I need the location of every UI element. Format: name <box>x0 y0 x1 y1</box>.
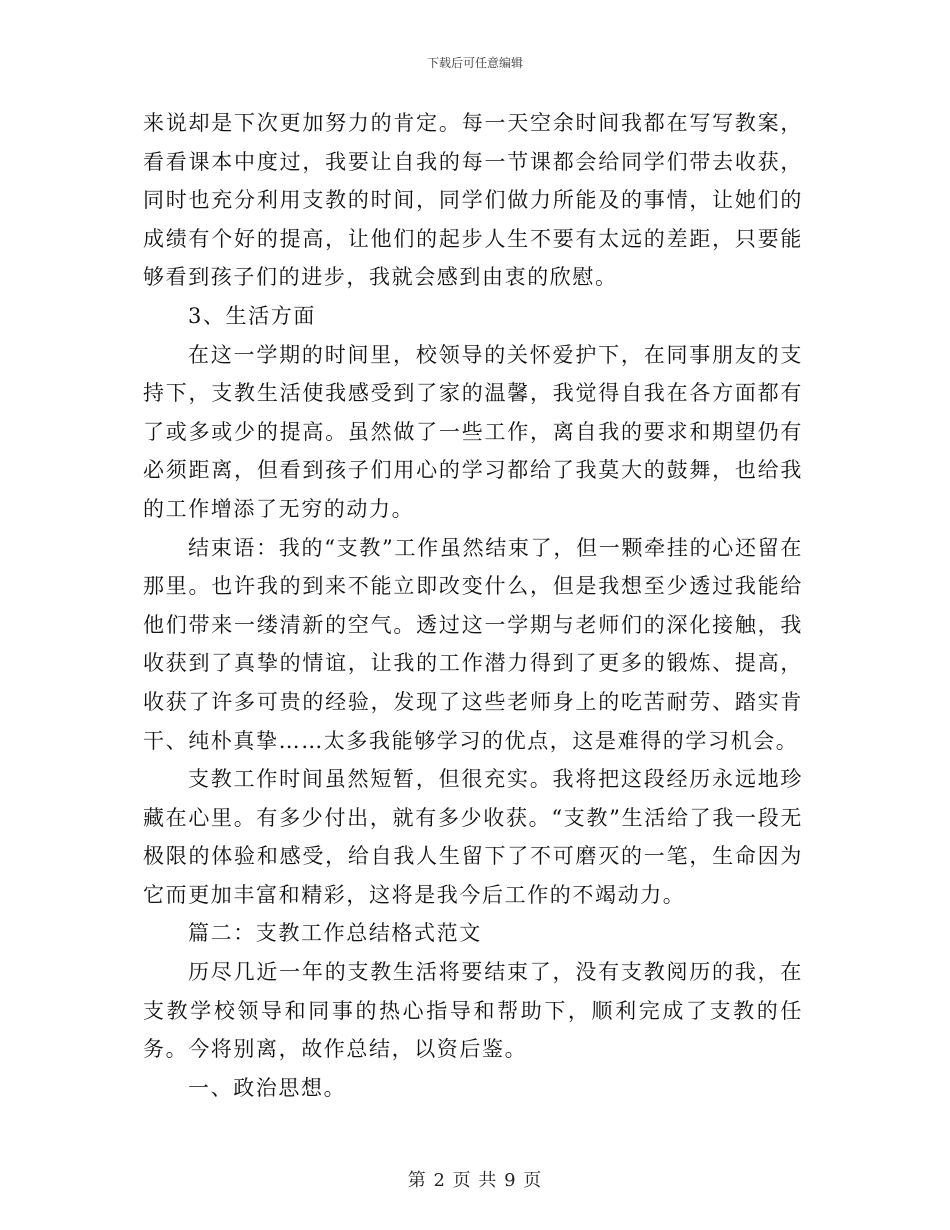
page-number: 第 2 页 共 9 页 <box>407 1170 543 1191</box>
paragraph-part-two-intro: 历尽几近一年的支教生活将要结束了，没有支教阅历的我，在支教学校领导和同事的热心指导和帮助下，顺利完成了支教的任务。今将别离，故作总结，以资后鉴。 <box>143 960 803 1062</box>
paragraph-continuation: 来说却是下次更加努力的肯定。每一天空余时间我都在写写教案，看看课本中度过，我要让自我的每一节课都会给同学们带去收获，同时也充分利用支教的时间，同学们做力所能及的事情，让她们的成绩有个好的提高，让他们的起步人生不要有太远的差距，只要能够看到孩子们的进步，我就会感到由衷的欣慰。 <box>143 111 803 290</box>
paragraph-conclusion: 结束语：我的“支教”工作虽然结束了，但一颗牵挂的心还留在那里。也许我的到来不能立即改变什么，但是我想至少透过我能给他们带来一缕清新的空气。透过这一学期与老师们的深化接触，我收获到了真挚的情谊，让我的工作潜力得到了更多的锻炼、提高，收获了许多可贵的经验，发现了这些老师身上的吃苦耐劳、踏实肯干、纯朴真挚……太多我能够学习的优点，这是难得的学习机会。 <box>143 535 803 753</box>
part-two-title: 篇二：支教工作总结格式范文 <box>188 921 482 946</box>
page-header: 下载后可任意编辑 <box>426 56 523 70</box>
paragraph-reflection: 支教工作时间虽然短暂，但很充实。我将把这段经历永远地珍藏在心里。有多少付出，就有多少收获。“支教”生活给了我一段无极限的体验和感受，给自我人生留下了不可磨灭的一笔，生命因为它而更加丰富和精彩，这将是我今后工作的不竭动力。 <box>143 767 803 907</box>
section-heading-politics: 一、政治思想。 <box>188 1075 347 1100</box>
section-heading-life: 3、生活方面 <box>188 303 316 328</box>
document-body <box>143 104 803 1107</box>
paragraph-life: 在这一学期的时间里，校领导的关怀爱护下，在同事朋友的支持下，支教生活使我感受到了家的温馨，我觉得自我在各方面都有了或多或少的提高。虽然做了一些工作，离自我的要求和期望仍有必须距离，但看到孩子们用心的学习都给了我莫大的鼓舞，也给我的工作增添了无穷的动力。 <box>143 342 803 521</box>
